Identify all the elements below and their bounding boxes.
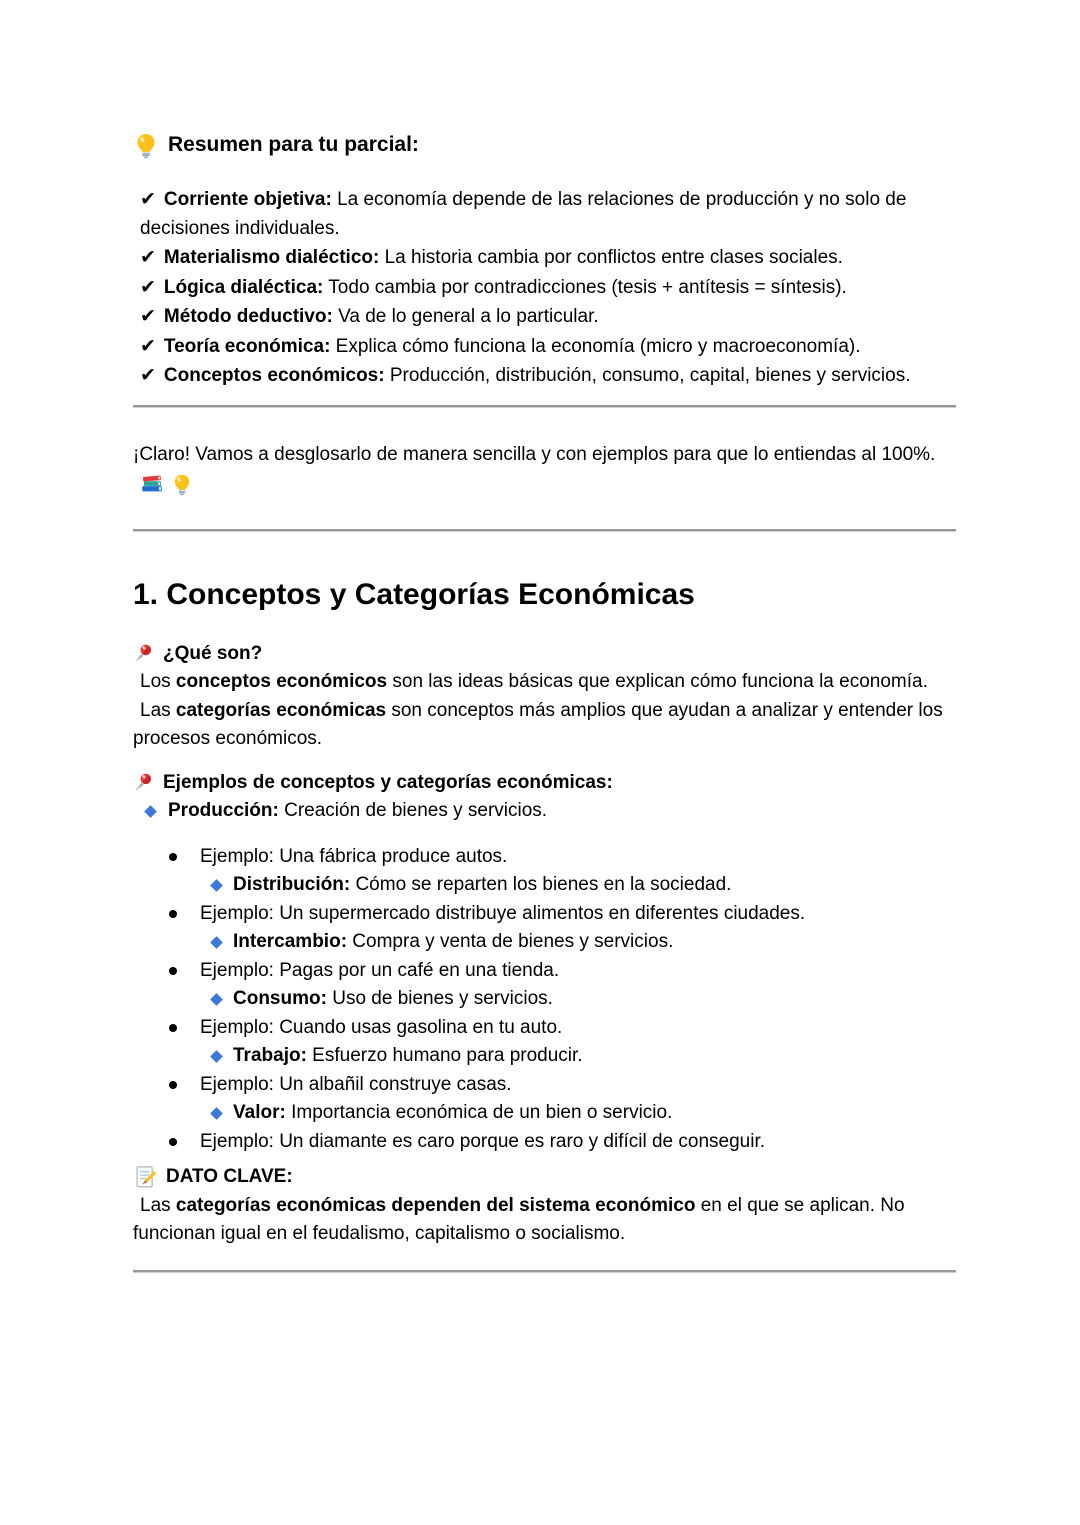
pushpin-icon [133,772,154,793]
horizontal-divider [133,405,956,408]
paragraph-text: Las [140,699,176,721]
list-item-term: Trabajo: [233,1045,307,1066]
paragraph-text: Los [140,671,176,692]
list-item-term: Consumo: [233,988,327,1009]
paragraph-text: son las ideas básicas que explican cómo funciona la economía. [387,671,928,692]
ejemplos-block [133,769,956,1157]
horizontal-divider [133,529,956,532]
dato-clave-title-row [133,1163,956,1192]
list-item-term: Valor: [233,1102,286,1123]
list-item-text: Cómo se reparten los bienes en la sociedad. [350,874,732,895]
check-icon: ✔ [140,305,156,327]
list-item-text: Uso de bienes y servicios. [326,988,553,1009]
list-item-text: Importancia económica de un bien o servicio. [285,1102,673,1123]
list-item-text: Ejemplo: Un supermercado distribuye alimentos en diferentes ciudades. [200,902,806,924]
intro-text: ¡Claro! Vamos a desglosarlo de manera sencilla y con ejemplos para que lo entiendas al 100%. [133,443,936,465]
list-item [133,900,956,929]
bullet-dot-icon [169,1138,177,1146]
ejemplos-title: Ejemplos de conceptos y categorías económicas: [163,771,613,793]
checklist-item [133,185,956,243]
list-item-text: Creación de bienes y servicios. [278,800,548,821]
list-item-term: Producción: [168,800,279,821]
list-item [133,985,956,1014]
bullet-diamond-icon [210,879,223,892]
paragraph-text: son conceptos más amplios que ayudan a analizar y entender los procesos económicos. [133,699,943,749]
examples-list [133,843,956,1157]
list-item [133,957,956,986]
memo-icon [133,1165,157,1189]
bullet-diamond-icon [144,805,157,818]
list-item-text: Ejemplo: Cuando usas gasolina en tu auto. [200,1016,563,1038]
list-item [133,1099,956,1128]
lead-list-item [133,797,956,826]
checklist-item [133,273,956,303]
checklist-item-label: Conceptos económicos: [163,365,385,386]
paragraph-text: Las [140,1194,176,1216]
checklist-item-text: Va de lo general a lo particular. [332,306,599,327]
checklist-item-text: La historia cambia por conflictos entre clases sociales. [379,247,843,268]
check-icon: ✔ [140,188,156,210]
dato-clave-title: DATO CLAVE: [166,1166,293,1187]
checklist-item-label: Materialismo dialéctico: [163,247,380,268]
checklist-item-label: Lógica dialéctica: [163,276,324,298]
list-item [133,1014,956,1043]
list-item [133,1071,956,1100]
que-son-title-row [133,640,956,669]
bullet-diamond-icon [210,1050,223,1063]
checklist-item-text: Producción, distribución, consumo, capital, bienes y servicios. [384,365,911,386]
checklist-item [133,302,956,332]
check-icon: ✔ [140,275,156,298]
list-item [133,928,956,957]
checklist-item-text: Explica cómo funciona la economía (micro y macroeconomía). [330,335,861,357]
list-item-term: Intercambio: [233,931,348,952]
summary-checklist [133,185,956,391]
list-item-text: Ejemplo: Un albañil construye casas. [200,1073,512,1095]
checklist-item-label: Corriente objetiva: [163,189,332,210]
checklist-item [133,243,956,273]
bullet-diamond-icon [210,936,223,949]
checklist-item [133,332,956,362]
checklist-item [133,361,956,391]
que-son-paragraph [133,668,956,697]
bullet-dot-icon [169,910,177,918]
list-item [133,1128,956,1157]
summary-title-row [133,131,956,159]
checklist-item-text: La economía depende de las relaciones de producción y no solo de decisiones individuales. [140,189,907,239]
bullet-dot-icon [169,967,177,975]
que-son-title: ¿Qué son? [163,642,263,664]
checklist-item-text: Todo cambia por contradicciones (tesis + antítesis = síntesis). [323,276,847,298]
list-item [133,871,956,900]
que-son-block [133,640,956,754]
list-item-text: Compra y venta de bienes y servicios. [347,931,674,952]
ejemplos-title-row [133,769,956,798]
summary-title: Resumen para tu parcial: [168,133,419,156]
horizontal-divider [133,1270,956,1273]
bullet-diamond-icon [210,993,223,1006]
list-item [133,843,956,872]
dato-clave-paragraph [133,1192,956,1249]
paragraph-text: en el que se aplican. No funcionan igual en el feudalismo, capitalismo o socialismo. [133,1194,905,1244]
paragraph-bold-text: conceptos económicos [175,671,388,692]
lightbulb-icon [133,132,159,158]
que-son-paragraph [133,697,956,754]
books-icon [139,469,165,495]
list-item-term: Distribución: [233,874,351,895]
list-item [133,1042,956,1071]
checklist-item-label: Teoría económica: [163,335,331,357]
list-item-text: Ejemplo: Un diamante es caro porque es raro y difícil de conseguir. [200,1130,766,1152]
pushpin-icon [133,643,154,664]
list-item-text: Ejemplo: Pagas por un café en una tienda. [200,959,560,981]
bullet-dot-icon [169,853,177,861]
paragraph-bold-text: categorías económicas [175,699,387,721]
list-item-text: Esfuerzo humano para producir. [306,1045,583,1066]
checklist-item-label: Método deductivo: [163,306,333,327]
bullet-dot-icon [169,1081,177,1089]
list-item-text: Ejemplo: Una fábrica produce autos. [200,845,508,867]
dato-clave-block [133,1163,956,1249]
bullet-diamond-icon [210,1107,223,1120]
intro-paragraph [133,441,956,500]
paragraph-bold-text: categorías económicas dependen del sistema económico [175,1194,696,1216]
section-heading: 1. Conceptos y Categorías Económicas [133,577,695,611]
lightbulb-icon [171,473,193,495]
check-icon: ✔ [140,334,156,357]
check-icon: ✔ [140,246,156,268]
bullet-dot-icon [169,1024,177,1032]
check-icon: ✔ [140,364,156,386]
